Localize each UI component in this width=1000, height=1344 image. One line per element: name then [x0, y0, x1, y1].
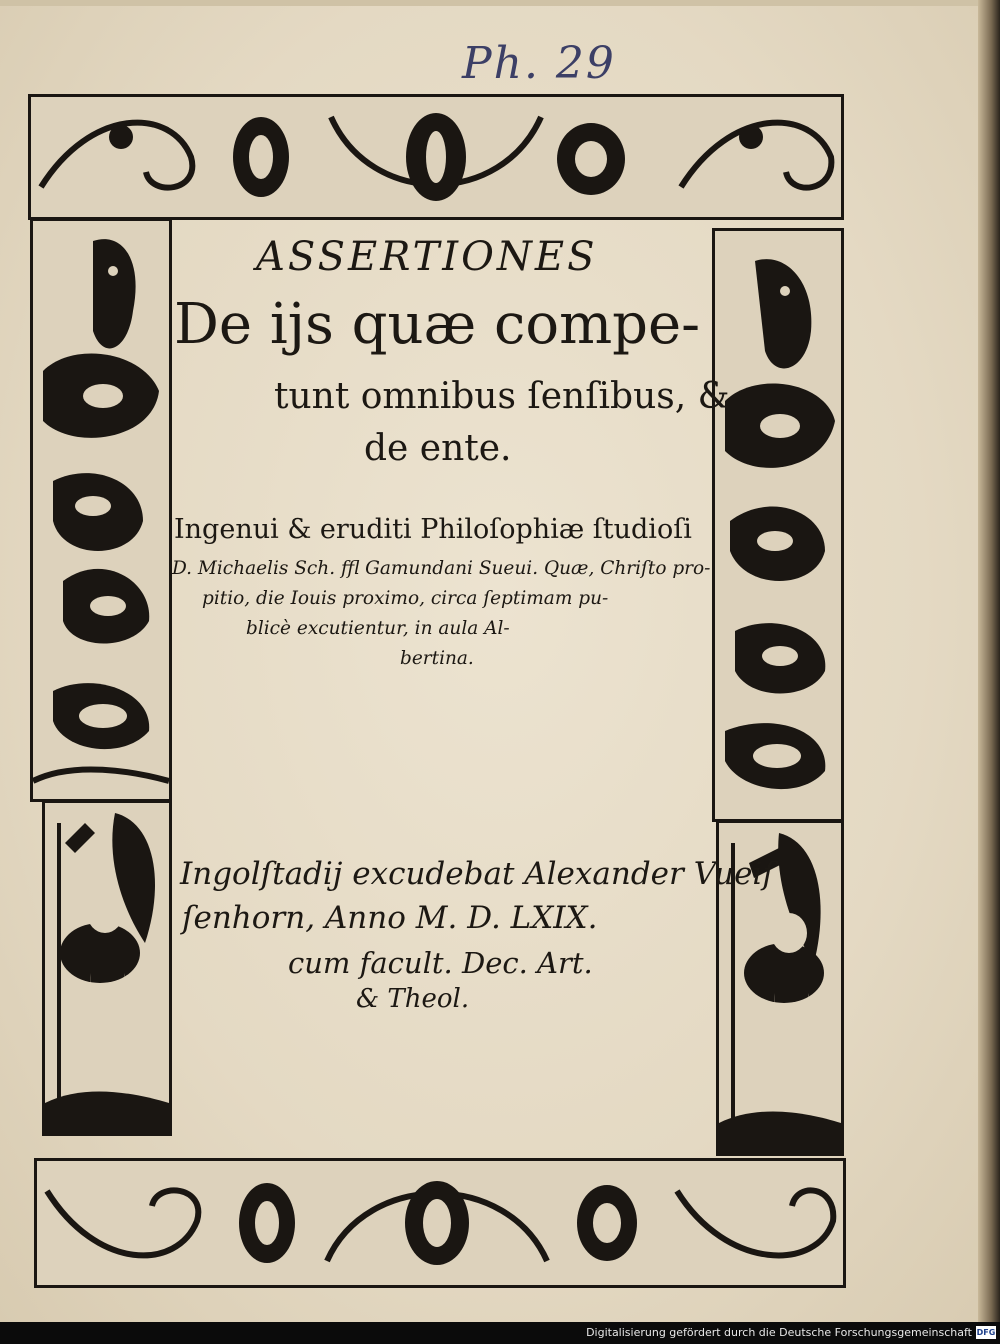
imprint-line-4: & Theol. — [356, 984, 470, 1014]
top-ornament-border — [28, 94, 844, 220]
bird-and-animals-woodcut — [715, 231, 841, 819]
cherub-with-horn-woodcut — [45, 803, 169, 1133]
shelfmark: Ph. 29 — [462, 38, 616, 89]
title-heading: ASSERTIONES — [256, 234, 598, 280]
footer-credit: Digitalisierung gefördert durch die Deutsche Forschungsgemeinschaft — [586, 1326, 972, 1339]
floral-scroll-ornament — [37, 1161, 843, 1285]
author-line-3: pitio, die Iouis proximo, circa ſeptimam pu- — [202, 588, 609, 609]
page-top-edge — [0, 0, 1000, 6]
imprint-block — [168, 852, 774, 1042]
digitization-footer — [0, 1322, 1000, 1344]
bottom-ornament-border — [34, 1158, 846, 1288]
author-line-1: Ingenui & eruditi Philoſophiæ ſtudioſi — [174, 514, 692, 545]
right-animal-panel — [712, 228, 844, 822]
bird-and-animals-woodcut — [33, 221, 169, 799]
dfg-logo-icon: DFG — [976, 1328, 996, 1337]
title-line-3: tunt omnibus ſenſibus, & — [274, 376, 730, 417]
imprint-line-2: ſenhorn, Anno M. D. LXIX. — [182, 900, 598, 936]
floral-scroll-ornament — [31, 97, 841, 217]
author-line-2: D. Michaelis Sch. ffl Gamundani Sueui. Quæ, Chriſto pro- — [172, 558, 711, 579]
left-animal-panel — [30, 218, 172, 802]
author-line-5: bertina. — [400, 648, 474, 669]
left-cherub-panel — [42, 800, 172, 1136]
title-line-4: de ente. — [364, 428, 512, 469]
author-line-4: blicè excutientur, in aula Al- — [246, 618, 510, 639]
title-line-2: De ijs quæ compe- — [174, 292, 701, 357]
title-block — [168, 228, 730, 788]
imprint-line-3: cum facult. Dec. Art. — [288, 946, 593, 980]
imprint-line-1: Ingolſtadij excudebat Alexander Vueiſ — [180, 856, 774, 892]
page-right-edge — [978, 0, 1000, 1322]
